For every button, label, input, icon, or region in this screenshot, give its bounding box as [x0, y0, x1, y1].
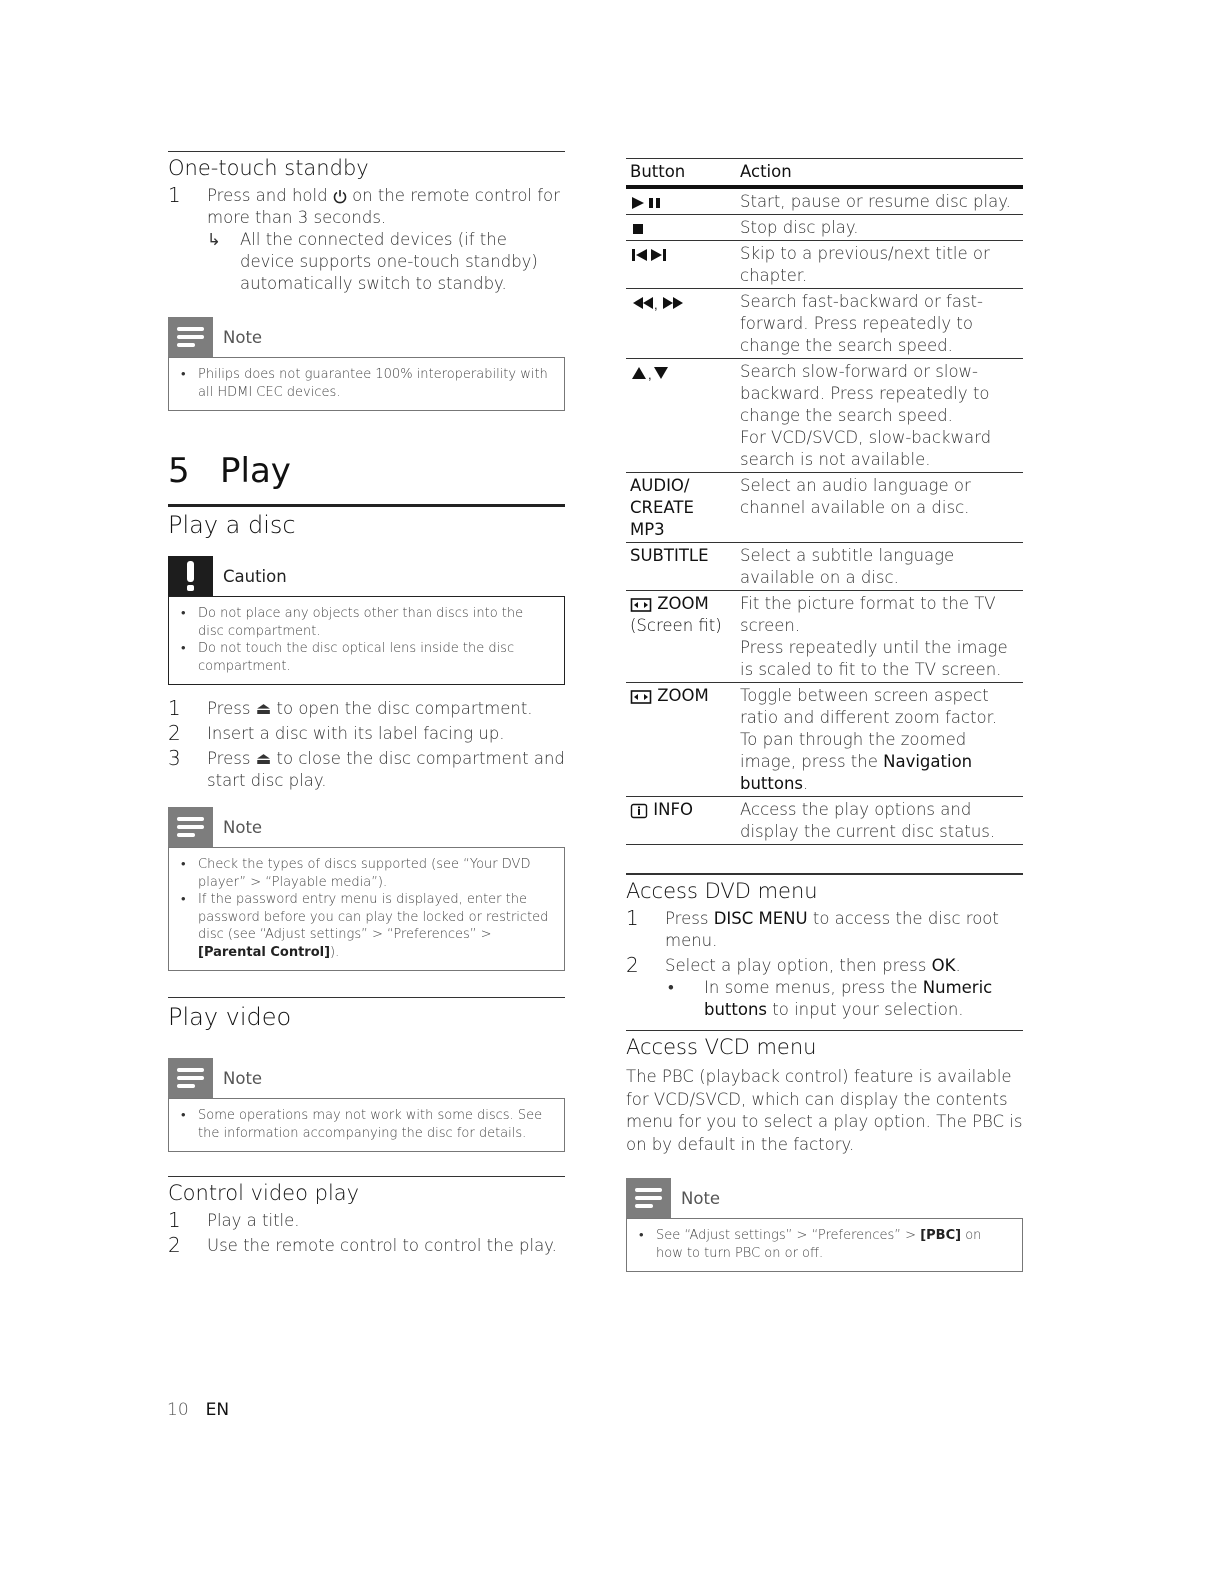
- table-row: , Search slow-forward or slow-backward. Press repeatedly to change the search speed. For VCD/SVCD, slow-backward search is not available.: [626, 359, 1023, 473]
- table-row: SUBTITLE Select a subtitle language available on a disc.: [626, 543, 1023, 591]
- section-title-vcd-menu: Access VCD menu: [626, 1030, 1023, 1060]
- table-row: ZOOM Toggle between screen aspect ratio and different zoom factor. To pan through the zoomed image, press the Navigation buttons.: [626, 683, 1023, 797]
- list-item: 1 Press and hold on the remote control for more than 3 seconds. ↳ All the connected devices (if the device supports one-touch standby) automatically switch to standby.: [168, 185, 565, 295]
- table-row: Stop disc play.: [626, 215, 1023, 241]
- list-item: • If the password entry menu is displayed, enter the password before you can play the locked or restricted disc (see “Adjust settings” > “Preferences” > [Parental Control]).: [181, 891, 552, 961]
- table-row: Skip to a previous/next title or chapter.: [626, 241, 1023, 289]
- section-title-one-touch: One-touch standby: [168, 151, 565, 181]
- control-video-steps: [168, 1210, 565, 1257]
- list-item: 1 Press DISC MENU to access the disc root menu.: [626, 906, 999, 950]
- play-disc-steps: [168, 698, 565, 792]
- column-header-action: Action: [736, 159, 1023, 188]
- list-item: 1 Play a title.: [168, 1208, 300, 1232]
- sub-bullet: • In some menus, press the Numeric buttons to input your selection.: [668, 978, 993, 1019]
- caution-box: Caution • Do not place any objects other than discs into the disc compartment. • Do not touch the disc optical lens inside the disc compartment.: [168, 556, 565, 685]
- table-row: ZOOM (Screen fit) Fit the picture format to the TV screen. Press repeatedly until the image is scaled to fit to the TV screen.: [626, 591, 1023, 683]
- column-header-button: Button: [626, 159, 736, 188]
- note-box: Note • See “Adjust settings” > “Preferences” > [PBC] on how to turn PBC on or off.: [626, 1178, 1023, 1272]
- list-item: 2 Insert a disc with its label facing up.: [168, 721, 505, 745]
- list-item: • Check the types of discs supported (see “Your DVD player” > “Playable media”).: [181, 856, 552, 891]
- list-item: 1 Press ⏏ to open the disc compartment.: [168, 696, 533, 720]
- caution-icon: [168, 556, 213, 596]
- power-icon: [333, 189, 347, 204]
- info-icon: [630, 803, 648, 819]
- note-box: Note • Philips does not guarantee 100% interoperability with all HDMI CEC devices.: [168, 317, 565, 411]
- list-item: 2 Use the remote control to control the play.: [168, 1233, 557, 1257]
- table-row: , Search fast-backward or fast-forward. Press repeatedly to change the search speed.: [626, 289, 1023, 359]
- note-icon: [168, 1058, 213, 1098]
- section-title-control-video: Control video play: [168, 1176, 565, 1206]
- list-item: • Do not touch the disc optical lens inside the disc compartment.: [181, 640, 552, 675]
- vcd-menu-paragraph: The PBC (playback control) feature is available for VCD/SVCD, which can display the contents menu for you to select a play option. The PBC is on by default in the factory.: [626, 1067, 1023, 1154]
- zoom-icon: [630, 597, 652, 613]
- page-number: 10: [167, 1400, 189, 1420]
- skip-previous-next-icon: [630, 247, 670, 263]
- button-action-table: [626, 158, 1023, 845]
- one-touch-steps: [168, 185, 565, 295]
- svg-text:,: ,: [648, 366, 652, 381]
- list-item: • Some operations may not work with some discs. See the information accompanying the disc for details.: [181, 1107, 552, 1142]
- chapter-heading: 5 Play: [168, 451, 291, 491]
- page-footer: [167, 1400, 229, 1420]
- eject-icon: ⏏: [255, 699, 272, 718]
- eject-icon: ⏏: [255, 749, 272, 768]
- table-row: Start, pause or resume disc play.: [626, 187, 1023, 215]
- result-note: ↳ All the connected devices (if the device supports one-touch standby) automatically switch to standby.: [207, 230, 538, 293]
- section-title-dvd-menu: Access DVD menu: [626, 873, 1023, 904]
- list-item: • See “Adjust settings” > “Preferences” > [PBC] on how to turn PBC on or off.: [639, 1227, 1010, 1262]
- right-column: [626, 158, 1023, 1272]
- section-title-play-disc: Play a disc: [168, 504, 565, 540]
- result-arrow-icon: ↳: [207, 230, 221, 249]
- note-icon: [626, 1178, 671, 1218]
- fast-backward-forward-icon: [630, 295, 690, 311]
- list-item: • Do not place any objects other than discs into the disc compartment.: [181, 605, 552, 640]
- list-item: 2 Select a play option, then press OK. • In some menus, press the Numeric buttons to input your selection.: [626, 955, 1023, 1021]
- dvd-menu-steps: [626, 908, 1023, 1021]
- svg-text:,: ,: [654, 296, 658, 311]
- zoom-icon: [630, 689, 652, 705]
- slow-forward-backward-icon: [630, 365, 676, 381]
- list-item: 3 Press ⏏ to close the disc compartment and start disc play.: [168, 746, 565, 790]
- note-icon: [168, 317, 213, 357]
- section-title-play-video: Play video: [168, 997, 565, 1034]
- table-row: INFO Access the play options and display the current disc status.: [626, 797, 1023, 845]
- play-pause-icon: [630, 195, 664, 211]
- table-row: AUDIO/ CREATE MP3 Select an audio language or channel available on a disc.: [626, 473, 1023, 543]
- list-item: • Philips does not guarantee 100% interoperability with all HDMI CEC devices.: [181, 366, 552, 401]
- note-box: Note • Check the types of discs supported (see “Your DVD player” > “Playable media”). • If the password entry menu is displayed, enter the password before you can play the locked or restricted disc (see “Adjust settings” > “Preferences” > [Parental Control]).: [168, 807, 565, 971]
- left-column: [168, 151, 565, 1260]
- stop-icon: [630, 221, 646, 237]
- note-box: Note • Some operations may not work with some discs. See the information accompanying the disc for details.: [168, 1058, 565, 1152]
- note-icon: [168, 807, 213, 847]
- language-code: EN: [205, 1400, 230, 1420]
